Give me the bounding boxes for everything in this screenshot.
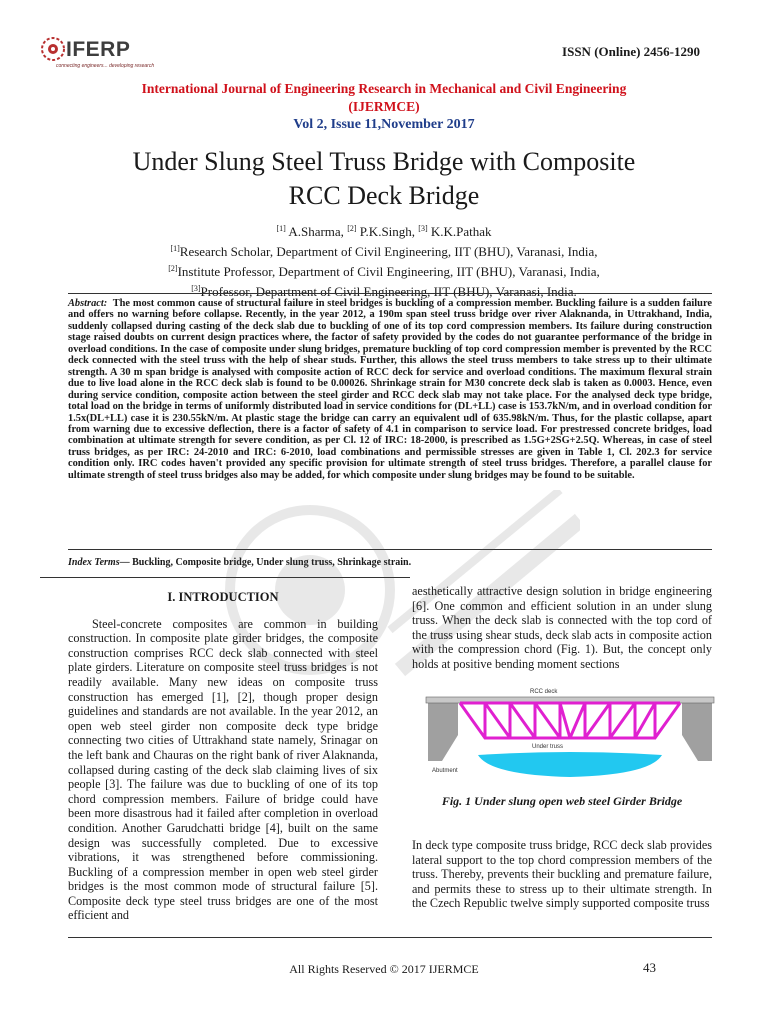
journal-abbrev: (IJERMCE) bbox=[348, 99, 420, 114]
affiliation bbox=[0, 280, 768, 300]
author-list bbox=[0, 220, 768, 240]
issn: ISSN (Online) 2456-1290 bbox=[562, 44, 700, 59]
affiliation-text: Professor, Department of Civil Engineering, IIT (BHU), Varanasi, India. bbox=[200, 284, 577, 299]
affiliation-text: Institute Professor, Department of Civil Engineering, IIT (BHU), Varanasi, India, bbox=[177, 264, 600, 279]
label-abutment: Abutment bbox=[432, 768, 458, 774]
logo-text: IFERP bbox=[66, 38, 131, 61]
author-name: K.K.Pathak bbox=[430, 224, 492, 239]
author-mark: [2] bbox=[347, 224, 357, 233]
affiliation-mark: [3] bbox=[191, 284, 201, 293]
author-mark: [3] bbox=[418, 224, 428, 233]
paper-title bbox=[0, 145, 768, 213]
right-column-bottom bbox=[412, 838, 712, 911]
figure-caption: Fig. 1 Under slung open web steel Girder Bridge bbox=[441, 794, 683, 808]
affiliation-text: Research Scholar, Department of Civil Engineering, IIT (BHU), Varanasi, India, bbox=[179, 244, 598, 259]
affiliation-mark: [2] bbox=[168, 264, 178, 273]
left-column bbox=[68, 590, 378, 923]
divider bbox=[68, 293, 712, 294]
abstract-text: The most common cause of structural failure in steel bridges is buckling of a compression member. Buckling failure is a sudden failure and offers no warning before collapse. Recently, in the year 2012, a 190m span steel truss bridge over river Alaknanda, in Uttrakhand, India, suddenly collapsed during casting of the deck slab due to buckling of one of its top cord compression members. Its failure during construction stage raised doubts on current design practices where, the factor of safety provided by the codes do not guarantee performance of the bridge in overload conditions. In the case of composite under slung bridges, premature buckling of top cord compression member is prevented by the RCC deck connected with the steel truss with the help of shear studs. Further, this allows the steel truss members to take stress up to their ultimate strength. A 30 m span bridge is analysed with composite action of RCC deck for service and overload conditions. The maximum flexural strain due to live load alone in the RCC deck slab is found to be 0.00026. Shrinkage strain for M30 concrete deck slab is taken as 0.0003. Hence, even during service condition, composite action between the steel girder and RCC deck slab may not take place. For the analysed deck type bridge, total load on the bridge in terms of uniformly distributed load in service conditions for (DL+LL) case is 153.7kN/m, and in overload condition for 1.5x(DL+LL) case it is 230.55kN/m. At plastic stage the bridge can carry an equivalent udl of 635.98kN/m. Thus, for the plastic collapse, apart from warning due to excessive deflection, there is a factor of safety of 4.1 in comparison to service load. For prestressed concrete bridges, load combination at ultimate strength for severe condition, as per Cl. 12 of IRC: 18-2000, is prescribed as 1.5G+2SG+2.5Q. Whereas, in case of steel truss bridges, as per IRC: 24-2010 and IRC: 6-2010, load combinations and permissible stresses are given in Table 1, Cl. 202.3 for service condition only. IRC codes haven't provided any specific provision for ultimate strength of steel truss bridges. Therefore, a parallel clause for ultimate strength of steel truss bridges also may be added, for which composite under slung bridges may be found to be suitable. bbox=[68, 298, 712, 481]
journal-title bbox=[0, 80, 768, 116]
paragraph: aesthetically attractive design solution in bridge engineering [6]. One common and efficient solution in an under slung truss. When the deck slab is connected with the top cord of the truss using shear studs, deck slab acts in composite action with the compression chord (Fig. 1). But, the concept only holds at positive bending moment sections bbox=[412, 584, 712, 671]
figure-bridge-diagram bbox=[420, 683, 720, 783]
title-line-1: Under Slung Steel Truss Bridge with Composite bbox=[132, 147, 636, 176]
footer-divider bbox=[68, 937, 712, 938]
affiliation bbox=[0, 240, 768, 260]
index-terms-label: Index Terms bbox=[68, 557, 120, 568]
index-terms-text: — Buckling, Composite bridge, Under slung truss, Shrinkage strain. bbox=[119, 557, 412, 568]
paragraph: In deck type composite truss bridge, RCC deck slab provides lateral support to the top chord compression members of the truss. Thereby, prevents their buckling and premature failure, and permits these to stress up to their ultimate strength. In the Czech Republic twelve simply supported composite truss bbox=[412, 838, 712, 911]
section-heading: I. INTRODUCTION bbox=[167, 590, 279, 604]
title-line-2: RCC Deck Bridge bbox=[288, 181, 480, 210]
label-under-truss: Under truss bbox=[532, 744, 564, 750]
page-number: 43 bbox=[643, 960, 656, 975]
label-rcc-deck: RCC deck bbox=[530, 689, 558, 695]
author-mark: [1] bbox=[276, 224, 286, 233]
author-block bbox=[0, 220, 768, 300]
author-name: P.K.Singh, bbox=[359, 224, 416, 239]
abstract-label: Abstract: bbox=[68, 298, 108, 309]
intro-paragraph: Steel-concrete composites are common in building construction. In composite plate girder bridges, the composite construction comprises RCC deck slab connected with steel plate girders. Literature on composite steel truss bridges is not readily available. Many new ideas on composite truss construction has emerged [1], [2], though proper design guidelines and standards are not available. In the year 2012, an open web steel girder non composite deck type bridge connecting two cities of Uttrakhand state namely, Srinagar on the left bank and Chauras on the right bank of river Alaknanda, collapsed during casting of the deck slab claiming lives of six people [3]. The failure was due to buckling of one of its top chord compression members. Failure of bridge could have been more disastrous had it failed after completion in overload condition. Another Garudchatti bridge [4], built on the same design was successfully completed. Due to excessive vibrations, it was strengthened before commissioning. Buckling of a compression member in open web steel girder bridges is the most common mode of structural failure [5]. Composite deck type steel truss bridges are one of the most efficient and bbox=[68, 616, 378, 923]
abstract bbox=[68, 298, 712, 481]
affiliation bbox=[0, 260, 768, 280]
affiliation-mark: [1] bbox=[170, 244, 180, 253]
logo-tagline: connecting engineers... developing research bbox=[56, 63, 155, 69]
footer-rights: All Rights Reserved © 2017 IJERMCE bbox=[289, 962, 479, 976]
volume-issue: Vol 2, Issue 11,November 2017 bbox=[293, 117, 475, 132]
author-name: A.Sharma, bbox=[288, 224, 344, 239]
right-column-top bbox=[412, 584, 712, 672]
logo-emblem-icon bbox=[40, 36, 66, 62]
journal-logo bbox=[40, 36, 160, 76]
journal-name: International Journal of Engineering Research in Mechanical and Civil Engineering bbox=[141, 81, 627, 96]
